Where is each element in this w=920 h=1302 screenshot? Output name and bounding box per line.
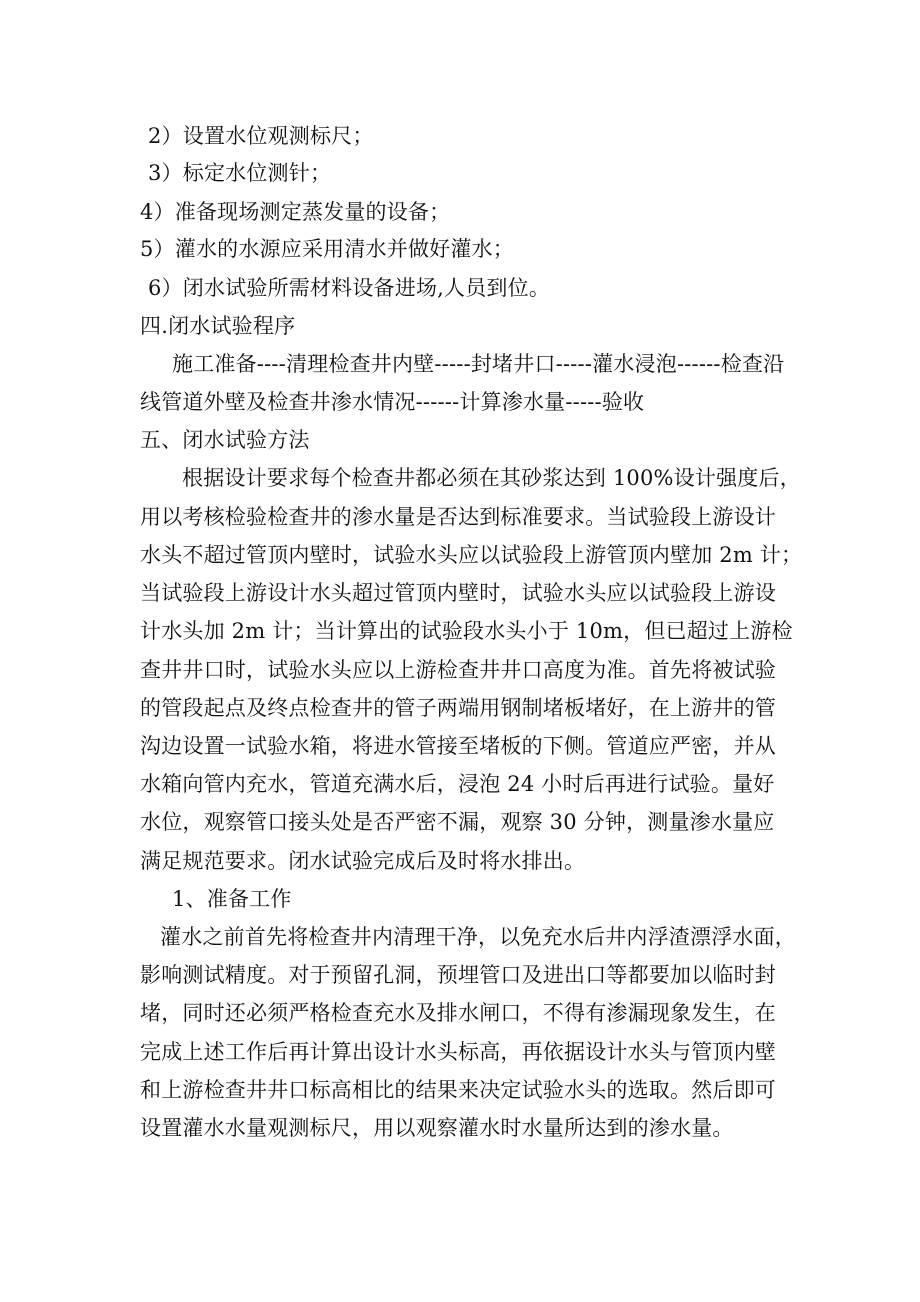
paragraph-line: 水头不超过管顶内壁时，试验水头应以试验段上游管顶内壁加 2m 计；: [140, 543, 803, 567]
section-heading-5: 五、闭水试验方法: [140, 428, 310, 452]
paragraph-line: 灌水之前首先将检查井内清理干净，以免充水后井内浮渣漂浮水面，: [160, 925, 796, 949]
paragraph-line: 设置灌水水量观测标尺，用以观察灌水时水量所达到的渗水量。: [140, 1116, 734, 1140]
paragraph-line: 计水头加 2m 计；当计算出的试验段水头小于 10m，但已超过上游检: [140, 619, 793, 643]
subsection-heading: 1、准备工作: [172, 887, 292, 911]
paragraph-line: 堵，同时还必须严格检查充水及排水闸口，不得有渗漏现象发生，在: [140, 1001, 776, 1025]
paragraph-line: 当试验段上游设计水头超过管顶内壁时，试验水头应以试验段上游设: [140, 581, 776, 605]
paragraph-line: 完成上述工作后再计算出设计水头标高，再依据设计水头与管顶内壁: [140, 1040, 776, 1064]
list-item-4: 4）准备现场测定蒸发量的设备；: [140, 200, 451, 224]
procedure-line-2: 线管道外壁及检查井渗水情况------计算渗水量-----验收: [140, 390, 645, 414]
procedure-line-1: 施工准备----清理检查井内壁-----封堵井口-----灌水浸泡------检查沿: [172, 352, 785, 376]
paragraph-line: 沟边设置一试验水箱，将进水管接至堵板的下侧。管道应严密，并从: [140, 734, 776, 758]
section-heading-4: 四.闭水试验程序: [140, 314, 296, 338]
paragraph-line: 和上游检查井井口标高相比的结果来决定试验水头的选取。然后即可: [140, 1078, 776, 1102]
paragraph-line: 查井井口时，试验水头应以上游检查井井口高度为准。首先将被试验: [140, 658, 776, 682]
list-item-2: 2）设置水位观测标尺；: [148, 124, 374, 148]
paragraph-line: 影响测试精度。对于预留孔洞，预埋管口及进出口等都要加以临时封: [140, 963, 776, 987]
paragraph-line: 满足规范要求。闭水试验完成后及时将水排出。: [140, 849, 586, 873]
list-item-5: 5）灌水的水源应采用清水并做好灌水；: [140, 237, 514, 261]
list-item-3: 3）标定水位测针；: [148, 161, 332, 185]
paragraph-line: 水位，观察管口接头处是否严密不漏，观察 30 分钟，测量渗水量应: [140, 810, 775, 834]
paragraph-line: 的管段起点及终点检查井的管子两端用钢制堵板堵好，在上游井的管: [140, 696, 776, 720]
list-item-6: 6）闭水试验所需材料设备进场,人员到位。: [148, 276, 551, 300]
paragraph-line: 用以考核检验检查井的渗水量是否达到标准要求。当试验段上游设计: [140, 505, 776, 529]
paragraph-line: 根据设计要求每个检查井都必须在其砂浆达到 100%设计强度后，: [182, 466, 801, 490]
paragraph-line: 水箱向管内充水，管道充满水后，浸泡 24 小时后再进行试验。量好: [140, 772, 775, 796]
